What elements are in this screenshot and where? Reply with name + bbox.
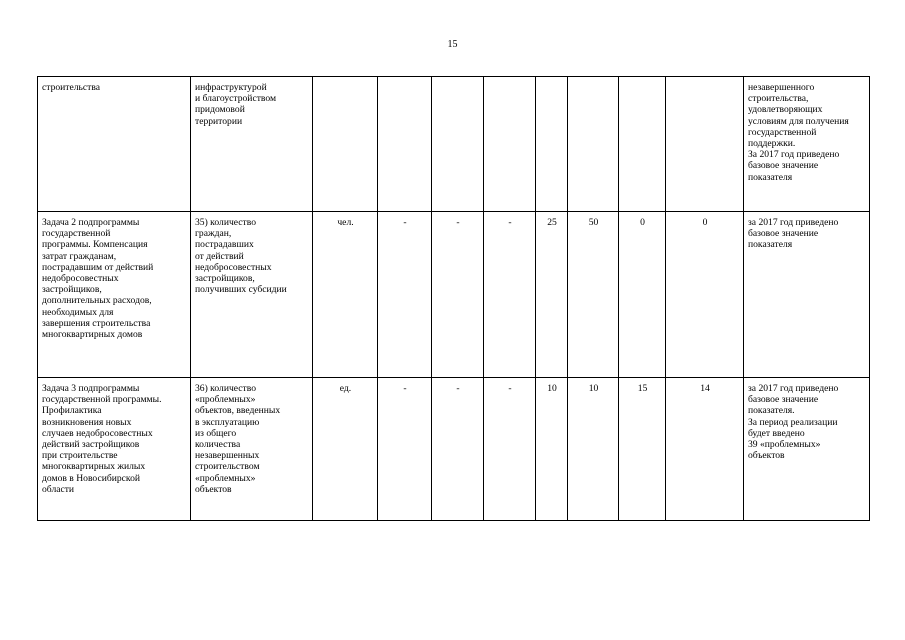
note-cell: за 2017 год приведено базовое значение показателя. За период реализации будет введено 39 «проблемных» объектов — [744, 378, 870, 521]
value-cell — [378, 77, 432, 212]
value-cell: - — [484, 212, 536, 378]
indicator-cell: инфраструктурой и благоустройством придомовой территории — [191, 77, 313, 212]
value-cell: 50 — [568, 212, 619, 378]
table-row — [38, 212, 870, 378]
unit-cell: ед. — [313, 378, 378, 521]
value-cell — [666, 77, 744, 212]
task-cell: Задача 3 подпрограммы государственной программы. Профилактика возникновения новых случаев недобросовестных действий застройщиков при строительстве многоквартирных жилых домов в Новосибирской области — [38, 378, 191, 521]
value-cell — [568, 77, 619, 212]
value-cell: 10 — [536, 378, 568, 521]
unit-cell — [313, 77, 378, 212]
indicators-table — [37, 76, 870, 521]
table-row — [38, 378, 870, 521]
value-cell — [536, 77, 568, 212]
indicator-cell: 36) количество «проблемных» объектов, введенных в эксплуатацию из общего количества незавершенных строительством «проблемных» объектов — [191, 378, 313, 521]
value-cell: - — [378, 378, 432, 521]
note-cell: за 2017 год приведено базовое значение показателя — [744, 212, 870, 378]
page-number: 15 — [447, 39, 458, 50]
value-cell: 10 — [568, 378, 619, 521]
indicator-cell: 35) количество граждан, пострадавших от действий недобросовестных застройщиков, получивших субсидии — [191, 212, 313, 378]
note-cell: незавершенного строительства, удовлетворяющих условиям для получения государственной поддержки. За 2017 год приведено базовое значение показателя — [744, 77, 870, 212]
value-cell — [432, 77, 484, 212]
unit-cell: чел. — [313, 212, 378, 378]
table-row — [38, 77, 870, 212]
value-cell: - — [432, 378, 484, 521]
value-cell — [619, 77, 666, 212]
value-cell: 0 — [666, 212, 744, 378]
value-cell: 25 — [536, 212, 568, 378]
value-cell: - — [484, 378, 536, 521]
value-cell: 0 — [619, 212, 666, 378]
value-cell — [484, 77, 536, 212]
value-cell: 15 — [619, 378, 666, 521]
task-cell: строительства — [38, 77, 191, 212]
value-cell: - — [378, 212, 432, 378]
task-cell: Задача 2 подпрограммы государственной программы. Компенсация затрат гражданам, пострадавшим от действий недобросовестных застройщиков, дополнительных расходов, необходимых для завершения строительства многоквартирных домов — [38, 212, 191, 378]
value-cell: 14 — [666, 378, 744, 521]
value-cell: - — [432, 212, 484, 378]
